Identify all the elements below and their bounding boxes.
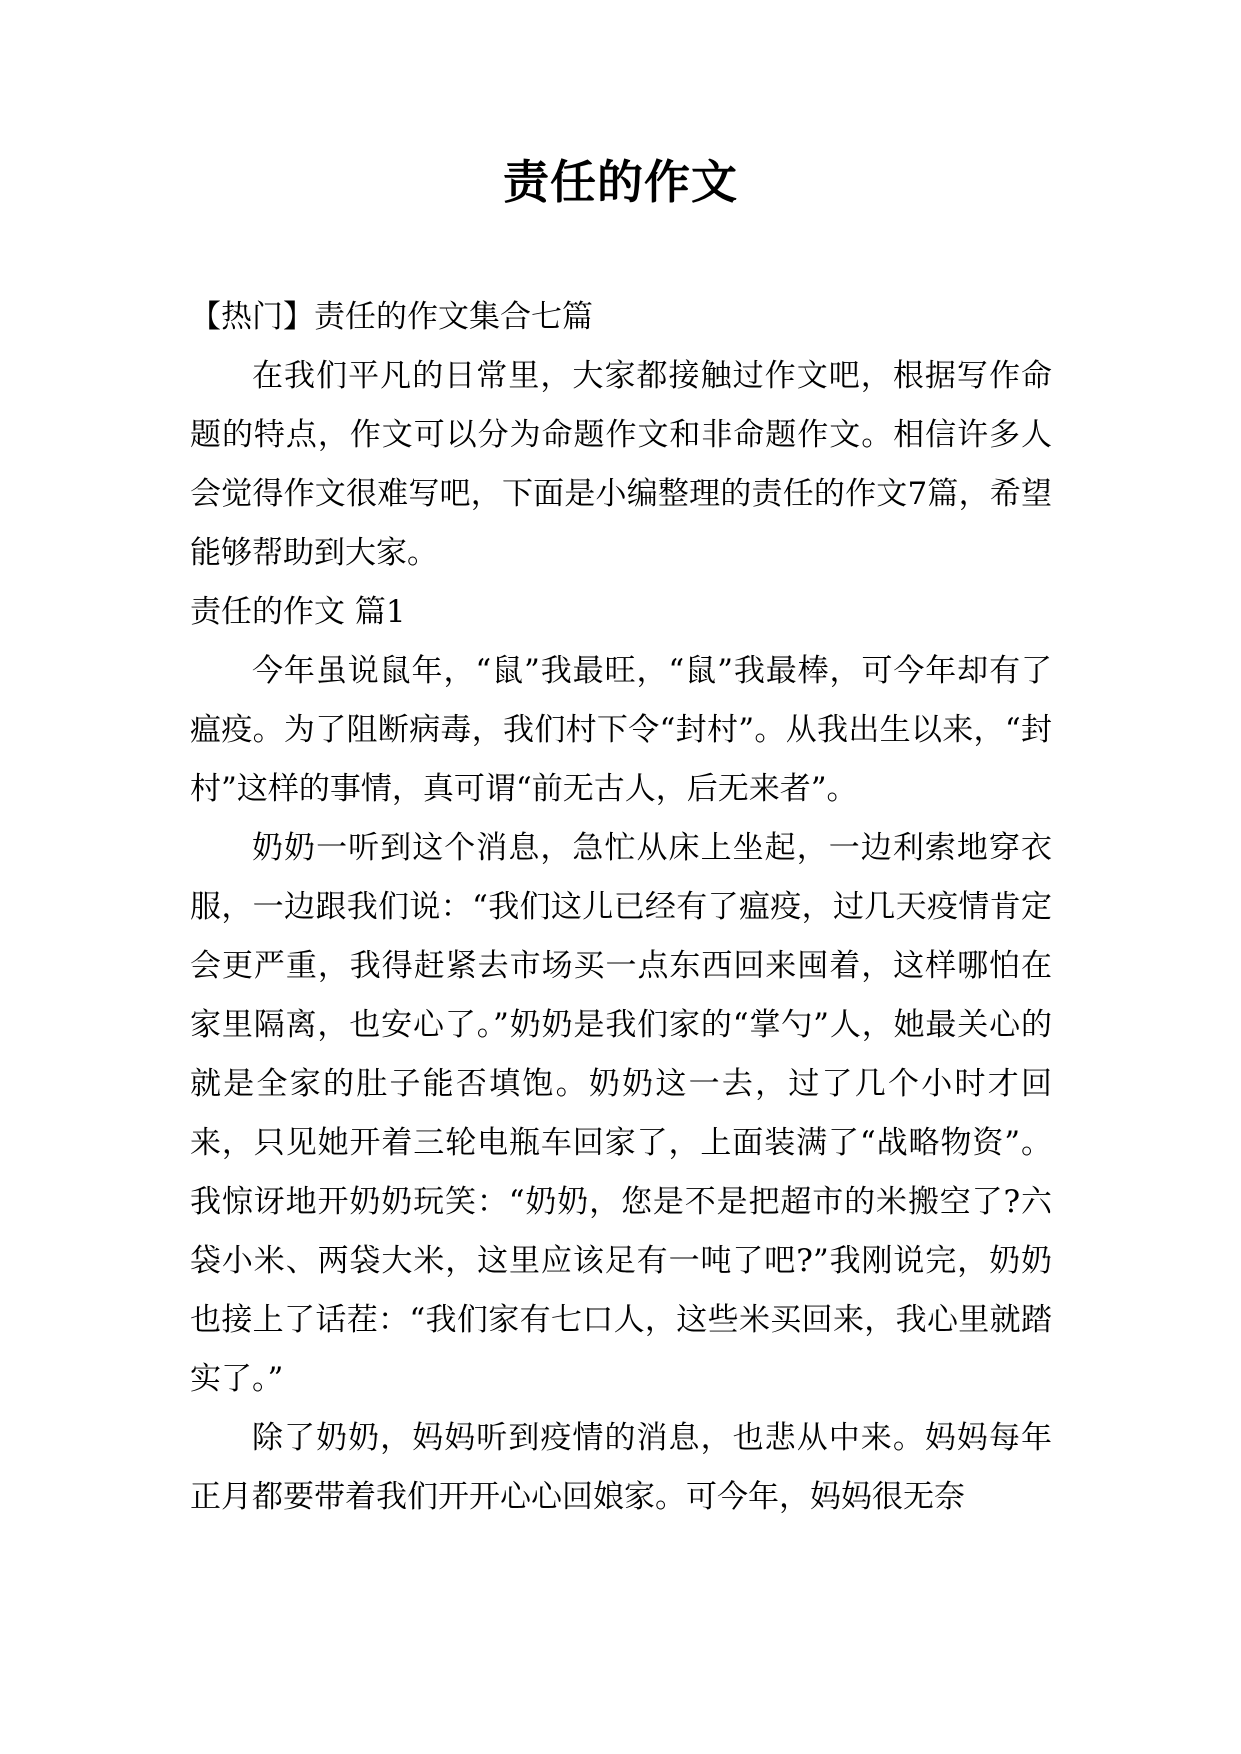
section-heading: 责任的作文 篇1	[190, 594, 406, 630]
body-paragraph: 奶奶一听到这个消息，急忙从床上坐起，一边利索地穿衣服，一边跟我们说：“我们这儿已经有了瘟疫，过几天疫情肯定会更严重，我得赶紧去市场买一点东西回来囤着，这样哪怕在家里隔离，也安心了。”奶奶是我们家的“掌勺”人，她最关心的就是全家的肚子能否填饱。奶奶这一去，过了几个小时才回来，只见她开着三轮电瓶车回家了，上面装满了“战略物资”。我惊讶地开奶奶玩笑：“奶奶，您是不是把超市的米搬空了?六袋小米、两袋大米，这里应该足有一吨了吧?”我刚说完，奶奶也接上了话茬：“我们家有七口人，这些米买回来，我心里就踏实了。”	[190, 830, 1052, 1397]
document-title: 责任的作文	[503, 155, 738, 209]
body-paragraph: 今年虽说鼠年，“鼠”我最旺，“鼠”我最棒，可今年却有了瘟疫。为了阻断病毒，我们村下令“封村”。从我出生以来，“封村”这样的事情，真可谓“前无古人，后无来者”。	[190, 653, 1052, 807]
intro-paragraph: 在我们平凡的日常里，大家都接触过作文吧，根据写作命题的特点，作文可以分为命题作文和非命题作文。相信许多人会觉得作文很难写吧，下面是小编整理的责任的作文7篇，希望能够帮助到大家。	[190, 358, 1052, 571]
subtitle-line: 【热门】责任的作文集合七篇	[190, 299, 593, 335]
body-paragraph: 除了奶奶，妈妈听到疫情的消息，也悲从中来。妈妈每年正月都要带着我们开开心心回娘家。可今年，妈妈很无奈	[190, 1420, 1052, 1515]
document-body	[190, 288, 1052, 1527]
